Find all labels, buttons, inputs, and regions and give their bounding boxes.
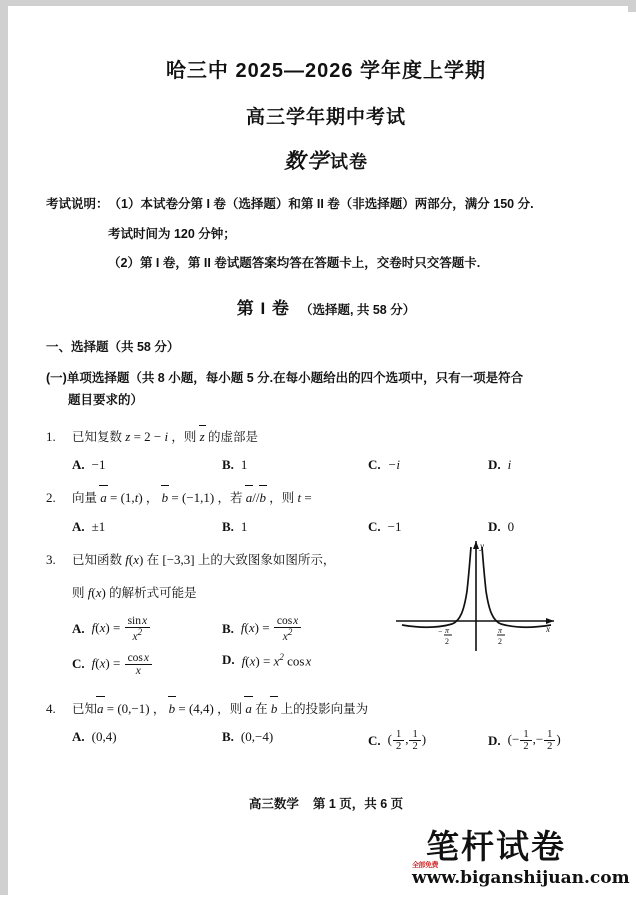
option-tag: B. [222,729,234,745]
option-value: i [507,457,512,473]
exam-sheet [16,12,636,901]
question-2-number: 2. [46,490,56,506]
watermark-logo [412,830,636,896]
exam-subject-title [16,145,636,175]
curve-right-branch [482,547,551,627]
option-tag: A. [72,519,85,535]
question-4-number: 4. [46,700,56,716]
option-tag: C. [368,457,381,473]
notice-item-2: （2）第 I 卷，第 II 卷试题答案均答在答题卡上，交卷时只交答题卡. [108,256,481,271]
question-1-text: 已知复数 z = 2 − i ，则 z 的虚部是 [72,427,606,447]
subject-art-text: 数学 [284,148,330,173]
question-3-options-row-2 [46,652,606,677]
footer-page-info: 第 1 页，共 6 页 [312,797,404,811]
option-tag: D. [488,519,501,535]
svg-text:2: 2 [498,637,502,646]
question-3-option-b[interactable] [222,615,302,643]
option-value: 1 [240,519,248,535]
question-1-option-a[interactable] [72,457,222,473]
curve-left-branch [402,547,471,627]
part-one-heading: 一、选择题（共 58 分） [46,339,180,354]
juan-header [16,294,636,319]
option-tag: A. [72,729,85,745]
notice-label: 考试说明： [46,197,109,211]
question-4-stem [46,699,606,719]
option-tag: B. [222,457,234,473]
sub-section-one-line2: 题目要求的） [68,392,144,407]
sub-section-one-heading [46,368,606,412]
question-3-text-line-2: 则 f(x) 的解析式可能是 [72,584,197,600]
question-3-option-a[interactable] [72,615,222,643]
question-2 [46,488,606,535]
svg-text:−: − [438,627,443,636]
question-2-text: 向量 a = (1,t) ， b = (−1,1) ，若 a//b ，则 t = [72,488,606,508]
question-4-option-d[interactable] [488,729,561,752]
tick-label-neg-half-pi [438,626,452,646]
option-expression: f(x) = $\frac{\text{cos x}}{x^2}$ [241,615,302,643]
question-1-number: 1. [46,428,56,444]
option-value: −i [387,457,401,473]
option-tag: C. [368,732,381,748]
question-2-stem [46,488,606,508]
option-value: (0,4) [91,729,117,745]
exam-title-block [16,54,636,175]
option-value: −1 [387,519,402,535]
option-value-fraction: (− $\frac{1}{2}$ ,− $\frac{1}{2}$ ) [507,729,561,753]
svg-text:π: π [498,626,503,635]
question-4-option-c[interactable] [368,729,488,752]
watermark-brand: 笔杆试卷 [426,828,566,865]
option-value: 0 [507,519,515,535]
option-value: ±1 [91,519,106,535]
question-1-option-b[interactable] [222,457,368,473]
option-value: 1 [240,457,248,473]
watermark-url: www.biganshijuan.com [412,868,630,888]
exam-title-line-2: 高三学年期中考试 [245,107,406,128]
question-4 [46,699,606,753]
question-4-option-b[interactable] [222,729,368,745]
option-expression: f(x) = $\frac{\text{sin x}}{x^2}$ [92,615,151,643]
question-4-text: 已知a = (0,−1) ， b = (4,4) ，则 a 在 b 上的投影向量为 [72,699,606,719]
option-tag: D. [488,732,501,748]
exam-title-line-1: 哈三中 2025—2026 学年度上学期 [165,60,487,82]
notice-item-1: （1）本试卷分第 I 卷（选择题）和第 II 卷（非选择题）两部分，满分 150 分. [108,197,534,211]
option-tag: B. [222,620,234,636]
question-4-option-a[interactable] [72,729,222,745]
question-2-option-b[interactable] [222,519,368,535]
option-tag: D. [488,457,501,473]
question-1-options [46,457,606,473]
question-1-stem [46,427,606,447]
sub-section-one-line1: (一)单项选择题（共 8 小题，每小题 5 分.在每小题给出的四个选项中，只有一项是符合 [46,370,524,385]
subject-tail-text: 试卷 [330,152,368,172]
option-tag: A. [72,457,85,473]
option-value: (0,−4) [240,729,274,745]
y-axis-arrow [473,541,479,549]
svg-text:2: 2 [445,637,449,646]
notice-row-1 [46,197,606,213]
question-1 [46,427,606,474]
option-tag: A. [72,620,85,636]
notice-item-1b: 考试时间为 120 分钟； [108,226,236,241]
footer-subject: 高三数学 [248,797,299,811]
y-axis-label: y [480,541,484,551]
tick-label-half-pi [497,626,505,646]
x-axis-label: x [546,624,550,634]
question-1-option-c[interactable] [368,457,488,473]
option-tag: B. [222,519,234,535]
question-3-figure [394,533,566,655]
question-3-option-d[interactable] [222,652,311,669]
option-tag: D. [222,652,235,668]
question-2-option-a[interactable] [72,519,222,535]
option-expression: $f(x) = x^2$ cos x [241,651,312,668]
svg-text:π: π [445,626,450,635]
question-3-option-c[interactable] [72,652,222,677]
option-value: −1 [91,457,106,473]
watermark-badge: 全部免费 [412,862,438,869]
notice-row-3 [46,256,606,272]
option-tag: C. [368,519,381,535]
option-expression: f(x) = $\frac{\text{cos x}}{x}$ [92,652,153,677]
question-1-option-d[interactable] [488,457,511,473]
question-3-number: 3. [46,552,56,568]
juan-title: 第 I 卷 [236,298,290,318]
option-tag: C. [72,656,85,672]
function-graph-svg [394,533,566,655]
page-footer [16,794,636,812]
exam-notice [46,197,606,272]
question-3-text-line-1: 已知函数 f(x) 在 [−3,3] 上的大致图象如图所示， [72,552,336,568]
question-4-options [46,729,606,752]
juan-note: （选择题, 共 58 分） [299,302,416,317]
option-value-fraction: ( $\frac{1}{2}$ , $\frac{1}{2}$ ) [387,729,427,753]
notice-row-2 [46,227,606,243]
